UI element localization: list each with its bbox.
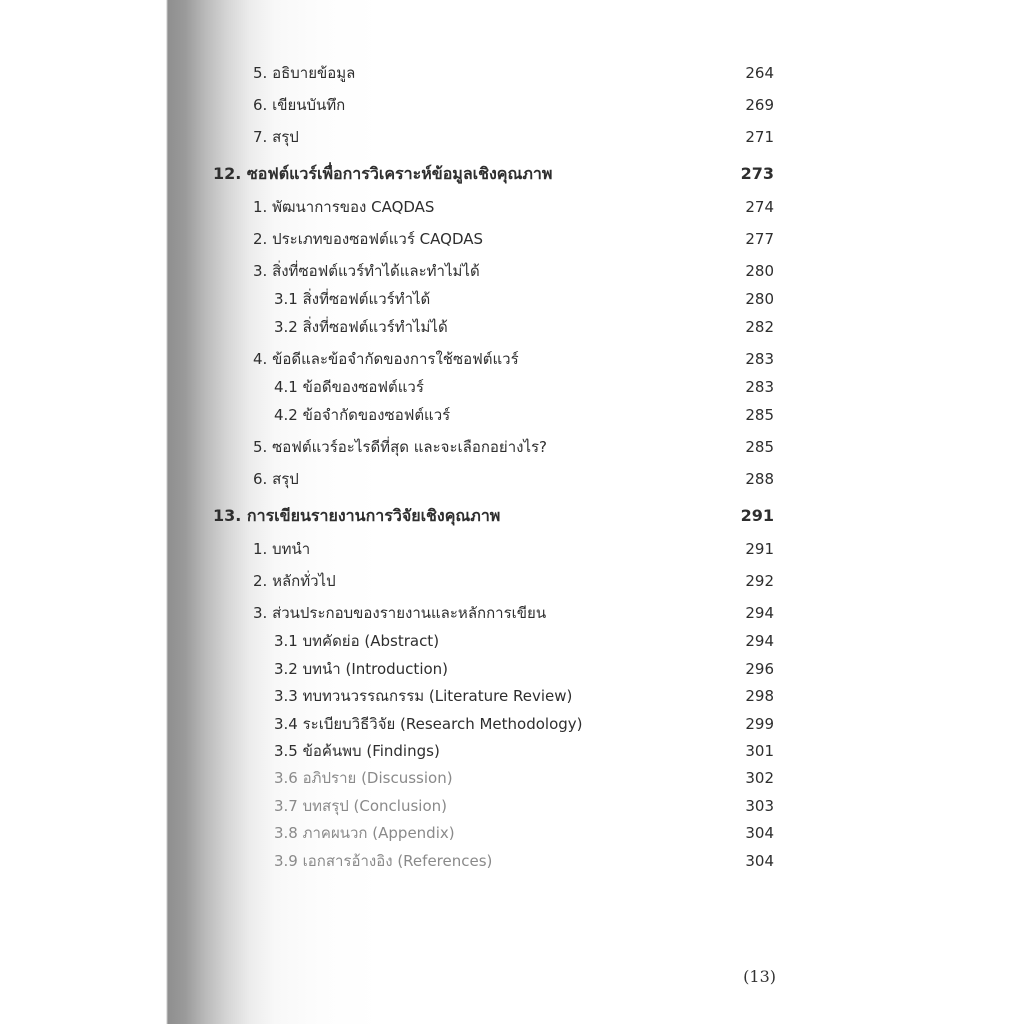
toc-subentry: [0, 683, 1024, 709]
toc-subentry-page: 294: [745, 632, 774, 650]
toc-subentry: [0, 711, 1024, 737]
toc-subentry-title: 4.2 ข้อจำกัดของซอฟต์แวร์: [274, 406, 451, 424]
toc-entry-title: 3. สิ่งที่ซอฟต์แวร์ทำได้และทำไม่ได้: [253, 262, 480, 280]
toc-entry: [0, 226, 1024, 252]
toc-subentry-title: 3.8 ภาคผนวก (Appendix): [274, 824, 455, 842]
toc-entry-page: 285: [745, 438, 774, 456]
toc-subentry: [0, 820, 1024, 846]
toc-subentry-title: 3.9 เอกสารอ้างอิง (References): [274, 852, 493, 870]
toc-entry-page: 291: [745, 540, 774, 558]
toc-subentry-page: 285: [745, 406, 774, 424]
toc-subentry-title: 3.3 ทบทวนวรรณกรรม (Literature Review): [274, 687, 573, 705]
toc-subentry-title: 3.5 ข้อค้นพบ (Findings): [274, 742, 440, 760]
toc-entry: [0, 466, 1024, 492]
toc-entry-page: 264: [745, 64, 774, 82]
toc-entry-page: 280: [745, 262, 774, 280]
toc-entry: [0, 536, 1024, 562]
toc-entry-title: 5. อธิบายข้อมูล: [253, 64, 356, 82]
toc-subentry-title: 3.7 บทสรุป (Conclusion): [274, 797, 447, 815]
toc-entry-page: 294: [745, 604, 774, 622]
toc-entry: [0, 60, 1024, 86]
toc-entry-title: 4. ข้อดีและข้อจำกัดของการใช้ซอฟต์แวร์: [253, 350, 519, 368]
toc-subentry-page: 296: [745, 660, 774, 678]
toc-subentry: [0, 738, 1024, 764]
toc-subentry: [0, 314, 1024, 340]
toc-subentry: [0, 793, 1024, 819]
toc-entry: [0, 258, 1024, 284]
toc-entry-title: 1. บทนำ: [253, 540, 311, 558]
toc-chapter-heading: [0, 503, 1024, 529]
toc-subentry-title: 3.6 อภิปราย (Discussion): [274, 769, 453, 787]
toc-subentry: [0, 374, 1024, 400]
chapter-page: 273: [740, 164, 774, 183]
toc-subentry: [0, 656, 1024, 682]
toc-entry-title: 1. พัฒนาการของ CAQDAS: [253, 198, 435, 216]
toc-subentry: [0, 402, 1024, 428]
toc-entry-page: 269: [745, 96, 774, 114]
toc-subentry: [0, 286, 1024, 312]
toc-subentry: [0, 848, 1024, 874]
toc-subentry-page: 303: [745, 797, 774, 815]
toc-entry-title: 3. ส่วนประกอบของรายงานและหลักการเขียน: [253, 604, 547, 622]
toc-subentry-page: 304: [745, 852, 774, 870]
toc-entry-title: 5. ซอฟต์แวร์อะไรดีที่สุด และจะเลือกอย่างไร?: [253, 438, 548, 456]
page-number: (13): [743, 967, 776, 986]
chapter-title: 12. ซอฟต์แวร์เพื่อการวิเคราะห์ข้อมูลเชิงคุณภาพ: [213, 164, 553, 183]
toc-subentry-page: 302: [745, 769, 774, 787]
toc-subentry-page: 283: [745, 378, 774, 396]
chapter-page: 291: [740, 506, 774, 525]
toc-entry: [0, 568, 1024, 594]
toc-subentry-page: 298: [745, 687, 774, 705]
toc-subentry-title: 3.1 บทคัดย่อ (Abstract): [274, 632, 440, 650]
toc-entry-title: 2. หลักทั่วไป: [253, 572, 336, 590]
toc-entry-title: 2. ประเภทของซอฟต์แวร์ CAQDAS: [253, 230, 484, 248]
toc-subentry-title: 3.4 ระเบียบวิธีวิจัย (Research Methodology): [274, 715, 583, 733]
chapter-title: 13. การเขียนรายงานการวิจัยเชิงคุณภาพ: [213, 506, 501, 525]
toc-subentry-title: 3.2 สิ่งที่ซอฟต์แวร์ทำไม่ได้: [274, 318, 448, 336]
toc-entry-page: 274: [745, 198, 774, 216]
toc-entry: [0, 346, 1024, 372]
toc-entry-page: 283: [745, 350, 774, 368]
toc-entry: [0, 600, 1024, 626]
toc-subentry-title: 3.2 บทนำ (Introduction): [274, 660, 449, 678]
toc-subentry-title: 4.1 ข้อดีของซอฟต์แวร์: [274, 378, 424, 396]
toc-subentry: [0, 765, 1024, 791]
toc-entry-page: 271: [745, 128, 774, 146]
toc-chapter-heading: [0, 161, 1024, 187]
toc-entry-title: 7. สรุป: [253, 128, 299, 146]
toc-entry-page: 292: [745, 572, 774, 590]
toc-entry: [0, 92, 1024, 118]
toc-subentry-page: 299: [745, 715, 774, 733]
toc-subentry-page: 304: [745, 824, 774, 842]
toc-entry: [0, 194, 1024, 220]
toc-entry-title: 6. เขียนบันทึก: [253, 96, 346, 114]
toc-subentry-page: 280: [745, 290, 774, 308]
toc-entry: [0, 434, 1024, 460]
toc-entry-page: 288: [745, 470, 774, 488]
toc-entry: [0, 124, 1024, 150]
toc-subentry-page: 282: [745, 318, 774, 336]
toc-entry-title: 6. สรุป: [253, 470, 299, 488]
toc-subentry-page: 301: [745, 742, 774, 760]
toc-subentry: [0, 628, 1024, 654]
toc-entry-page: 277: [745, 230, 774, 248]
toc-subentry-title: 3.1 สิ่งที่ซอฟต์แวร์ทำได้: [274, 290, 431, 308]
